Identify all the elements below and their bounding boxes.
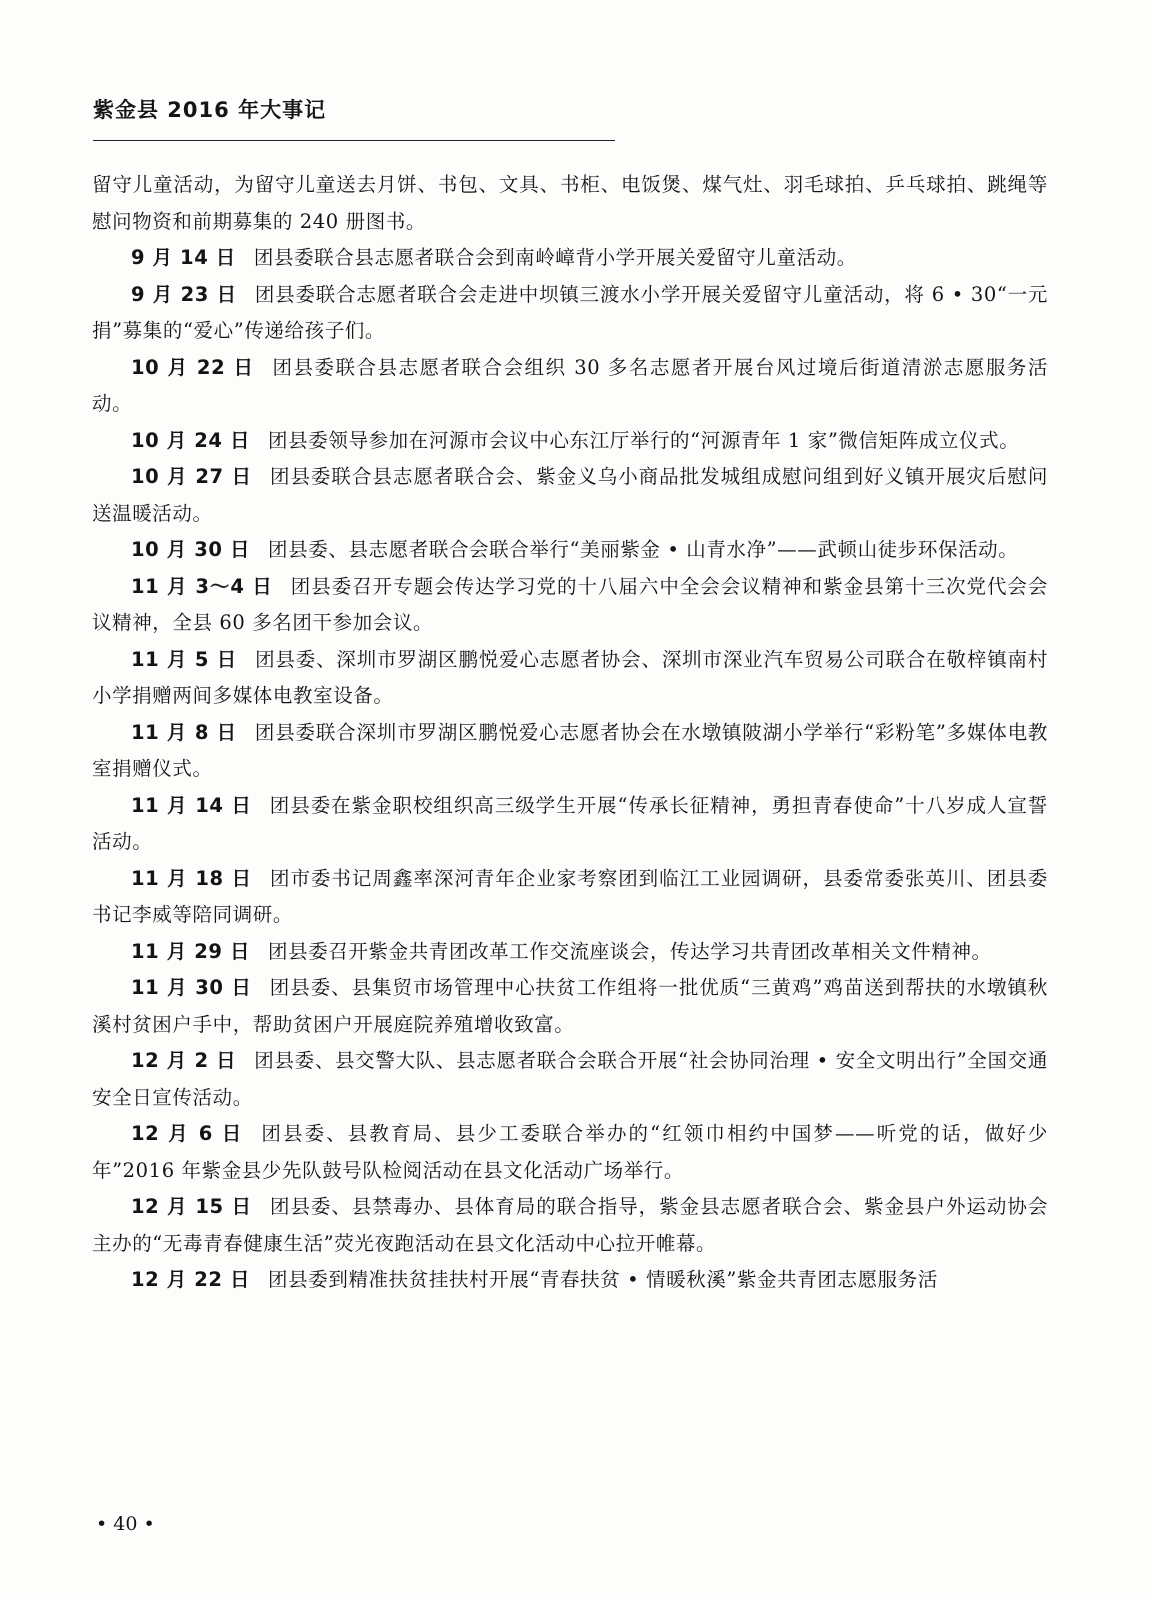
entry-date: 10 月 27 日 bbox=[131, 465, 252, 488]
entry-date: 11 月 14 日 bbox=[131, 793, 252, 817]
chronicle-entry bbox=[92, 1043, 1048, 1116]
entry-text: 团县委到精准扶贫挂扶村开展“青春扶贫 • 情暖秋溪”紫金共青团志愿服务活 bbox=[268, 1268, 938, 1291]
entry-date: 11 月 8 日 bbox=[131, 720, 237, 744]
chronicle-entry bbox=[92, 1262, 1048, 1299]
entry-date: 12 月 22 日 bbox=[131, 1268, 251, 1291]
running-header-title: 紫金县 2016 年大事记 bbox=[93, 98, 327, 122]
entry-text: 团县委召开紫金共青团改革工作交流座谈会，传达学习共青团改革相关文件精神。 bbox=[268, 939, 992, 963]
entry-text: 团县委联合县志愿者联合会到南岭嶂背小学开展关爱留守儿童活动。 bbox=[253, 246, 857, 269]
entry-date: 12 月 2 日 bbox=[131, 1049, 237, 1072]
entry-text: 团县委、县交警大队、县志愿者联合会联合开展“社会协同治理 • 安全文明出行”全国交通安全日宣传活动。 bbox=[92, 1049, 1048, 1109]
entry-date: 11 月 18 日 bbox=[131, 866, 252, 890]
chronicle-entry bbox=[92, 459, 1048, 532]
chronicle-entry bbox=[92, 569, 1048, 642]
continued-paragraph: 留守儿童活动，为留守儿童送去月饼、书包、文具、书柜、电饭煲、煤气灶、羽毛球拍、乒乓球拍、跳绳等慰问物资和前期募集的 240 册图书。 bbox=[92, 173, 1048, 233]
entry-date: 11 月 30 日 bbox=[131, 976, 252, 999]
entry-text: 团县委联合深圳市罗湖区鹏悦爱心志愿者协会在水墩镇陂湖小学举行“彩粉笔”多媒体电教室捐赠仪式。 bbox=[92, 720, 1048, 780]
entry-text: 团县委、县集贸市场管理中心扶贫工作组将一批优质“三黄鸡”鸡苗送到帮扶的水墩镇秋溪村贫困户手中，帮助贫困户开展庭院养殖增收致富。 bbox=[92, 976, 1048, 1036]
chronicle-entry bbox=[92, 532, 1048, 569]
entry-date: 9 月 23 日 bbox=[131, 282, 237, 306]
entry-text: 团市委书记周鑫率深河青年企业家考察团到临江工业园调研，县委常委张英川、团县委书记李威等陪同调研。 bbox=[92, 866, 1048, 926]
entry-text: 团县委召开专题会传达学习党的十八届六中全会会议精神和紫金县第十三次党代会会议精神，全县 60 多名团干参加会议。 bbox=[92, 574, 1049, 634]
entry-text: 团县委、县禁毒办、县体育局的联合指导，紫金县志愿者联合会、紫金县户外运动协会主办的“无毒青春健康生活”荧光夜跑活动在县文化活动中心拉开帷幕。 bbox=[92, 1195, 1048, 1255]
chronicle-entry bbox=[92, 970, 1048, 1043]
page-number: • 40 • bbox=[96, 1513, 155, 1535]
entry-date: 10 月 24 日 bbox=[131, 428, 251, 452]
chronicle-entry bbox=[92, 642, 1048, 715]
entry-text: 团县委联合县志愿者联合会、紫金义乌小商品批发城组成慰问组到好义镇开展灾后慰问送温暖活动。 bbox=[92, 465, 1048, 525]
entry-text: 团县委领导参加在河源市会议中心东江厅举行的“河源青年 1 家”微信矩阵成立仪式。 bbox=[268, 428, 1020, 452]
chronicle-entry bbox=[92, 423, 1048, 460]
entry-text: 团县委、县教育局、县少工委联合举办的“红领巾相约中国梦——听党的话，做好少年”2016 年紫金县少先队鼓号队检阅活动在县文化活动广场举行。 bbox=[92, 1122, 1049, 1182]
entry-text: 团县委在紫金职校组织高三级学生开展“传承长征精神，勇担青春使命”十八岁成人宣誓活动。 bbox=[92, 793, 1048, 853]
chronicle-entry bbox=[92, 1189, 1048, 1262]
chronicle-body bbox=[92, 167, 1048, 1299]
entry-date: 10 月 22 日 bbox=[131, 355, 255, 379]
chronicle-entry bbox=[92, 788, 1048, 861]
entry-date: 12 月 6 日 bbox=[131, 1122, 244, 1145]
entry-date: 9 月 14 日 bbox=[131, 246, 236, 269]
chronicle-entry bbox=[92, 240, 1048, 277]
entry-date: 11 月 29 日 bbox=[131, 939, 251, 963]
chronicle-entry bbox=[92, 277, 1048, 350]
chronicle-entry bbox=[92, 934, 1048, 971]
chronicle-entry bbox=[92, 715, 1048, 788]
chronicle-entry bbox=[92, 350, 1048, 423]
entry-date: 11 月 3～4 日 bbox=[131, 574, 273, 598]
entry-text: 团县委、深圳市罗湖区鹏悦爱心志愿者协会、深圳市深业汽车贸易公司联合在敬梓镇南村小学捐赠两间多媒体电教室设备。 bbox=[92, 647, 1048, 707]
header-rule bbox=[93, 140, 615, 141]
entry-text: 团县委联合县志愿者联合会组织 30 多名志愿者开展台风过境后街道清淤志愿服务活动。 bbox=[92, 355, 1048, 415]
entry-date: 12 月 15 日 bbox=[131, 1195, 252, 1218]
entry-date: 11 月 5 日 bbox=[131, 647, 238, 671]
chronicle-entry bbox=[92, 1116, 1048, 1189]
entry-date: 10 月 30 日 bbox=[131, 538, 251, 561]
entry-text: 团县委联合志愿者联合会走进中坝镇三渡水小学开展关爱留守儿童活动，将 6 • 30“一元捐”募集的“爱心”传递给孩子们。 bbox=[92, 282, 1049, 342]
entry-text: 团县委、县志愿者联合会联合举行“美丽紫金 • 山青水净”——武顿山徒步环保活动。 bbox=[268, 538, 1019, 561]
chronicle-entry bbox=[92, 861, 1048, 934]
